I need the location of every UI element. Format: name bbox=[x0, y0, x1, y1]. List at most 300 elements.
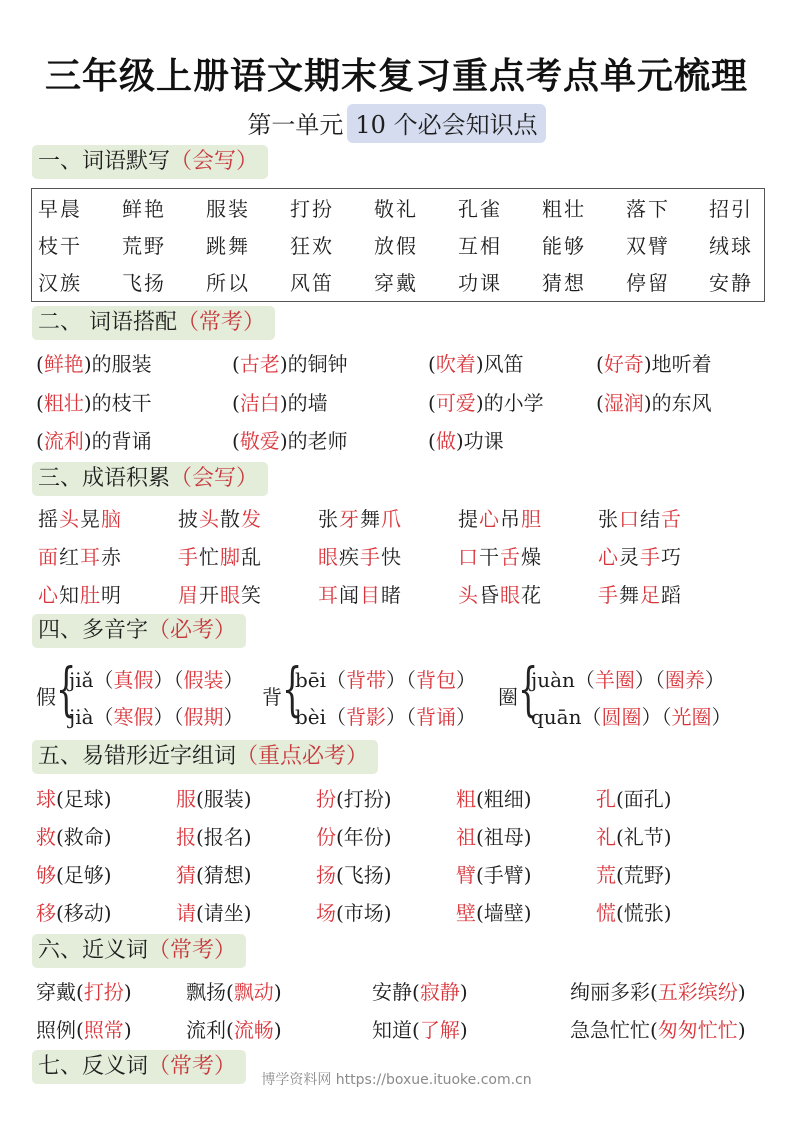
collocation-rest: 的服装 bbox=[91, 352, 152, 376]
polyphone-word: 假期 bbox=[183, 705, 224, 729]
collocation-rest: 的背诵 bbox=[91, 429, 152, 453]
polyphone-char: 假 bbox=[36, 685, 56, 709]
example-word: (移动) bbox=[56, 901, 112, 925]
idiom-char: 头 bbox=[458, 583, 479, 607]
target-char: 移 bbox=[36, 901, 56, 925]
idiom bbox=[318, 506, 402, 532]
paren-close: ) bbox=[279, 352, 288, 376]
idiom-char: 昏 bbox=[479, 583, 500, 607]
synonym-pair bbox=[36, 1017, 132, 1043]
paren-open: （ bbox=[326, 705, 347, 729]
collocation-fill: 可爱 bbox=[435, 391, 476, 415]
dictation-word: 狂欢 bbox=[290, 234, 334, 258]
example-word: (粗细) bbox=[476, 787, 532, 811]
word: 照例 bbox=[36, 1018, 76, 1042]
idiom-char: 舌 bbox=[500, 545, 521, 569]
paren-open: ( bbox=[36, 391, 44, 415]
idiom bbox=[458, 506, 542, 532]
example-word: (年份) bbox=[336, 825, 392, 849]
target-char: 荒 bbox=[596, 863, 616, 887]
collocation-item bbox=[428, 351, 524, 377]
target-char: 场 bbox=[316, 901, 336, 925]
collocation-item bbox=[596, 390, 712, 416]
target-char: 祖 bbox=[456, 825, 476, 849]
dictation-word: 穿戴 bbox=[374, 271, 418, 295]
dictation-word: 枝干 bbox=[38, 234, 82, 258]
idiom-char: 面 bbox=[38, 545, 59, 569]
dictation-word-box bbox=[31, 188, 765, 302]
synonym-pair bbox=[186, 979, 282, 1005]
paren-open: ( bbox=[428, 352, 436, 376]
section-label: 二、 词语搭配 bbox=[38, 310, 177, 335]
idiom-char: 心 bbox=[38, 583, 59, 607]
target-char: 救 bbox=[36, 825, 56, 849]
target-char: 报 bbox=[176, 825, 196, 849]
pinyin: jià bbox=[69, 705, 94, 729]
similar-char-item bbox=[36, 824, 112, 850]
polyphone-word: 羊圈 bbox=[594, 668, 635, 692]
collocation-fill: 做 bbox=[435, 429, 456, 453]
similar-char-item bbox=[316, 862, 392, 888]
polyphone-word: 真假 bbox=[113, 668, 154, 692]
idiom-char: 明 bbox=[101, 583, 122, 607]
paren-close: ） bbox=[153, 668, 174, 692]
collocation-rest: 的东风 bbox=[651, 391, 712, 415]
idiom-char: 眼 bbox=[220, 583, 241, 607]
idiom bbox=[458, 544, 542, 570]
example-word: (服装) bbox=[196, 787, 252, 811]
idiom bbox=[38, 544, 122, 570]
idiom-char: 耳 bbox=[80, 545, 101, 569]
idiom-char: 闻 bbox=[339, 583, 360, 607]
paren-close: ) bbox=[83, 429, 92, 453]
idiom bbox=[38, 506, 122, 532]
knowledge-badge: 10 个必会知识点 bbox=[347, 104, 545, 143]
collocation-fill: 粗壮 bbox=[43, 391, 84, 415]
polyphone-word: 圈养 bbox=[664, 668, 705, 692]
brace-icon: { bbox=[56, 655, 77, 723]
dictation-word: 所以 bbox=[206, 271, 250, 295]
synonym-pair bbox=[186, 1017, 282, 1043]
dictation-word: 敬礼 bbox=[374, 197, 418, 221]
section-label: 六、近义词 bbox=[38, 938, 149, 963]
dictation-word: 猜想 bbox=[542, 271, 586, 295]
paren-open: （ bbox=[93, 668, 114, 692]
paren-close: ） bbox=[456, 705, 477, 729]
watermark: 博学资料网 https://boxue.ituoke.com.cn bbox=[261, 1072, 532, 1088]
section-tag: （会写） bbox=[170, 149, 259, 174]
synonym: 五彩缤纷 bbox=[657, 980, 738, 1004]
collocation-fill: 古老 bbox=[239, 352, 280, 376]
paren-close: ) bbox=[643, 352, 652, 376]
paren-open: （ bbox=[406, 705, 417, 729]
example-word: (礼节) bbox=[616, 825, 672, 849]
idiom-char: 干 bbox=[479, 545, 500, 569]
collocation-fill: 鲜艳 bbox=[43, 352, 84, 376]
paren-open: ( bbox=[650, 980, 658, 1004]
similar-char-item bbox=[36, 862, 112, 888]
collocation-item bbox=[428, 390, 544, 416]
word: 流利 bbox=[186, 1018, 226, 1042]
unit-label: 第一单元 bbox=[247, 111, 344, 139]
target-char: 孔 bbox=[596, 787, 616, 811]
idiom-char: 手 bbox=[360, 545, 381, 569]
section-header-idioms bbox=[32, 462, 268, 496]
collocation-rest: 地听着 bbox=[651, 352, 712, 376]
collocation-fill: 吹着 bbox=[435, 352, 476, 376]
dictation-word: 安静 bbox=[709, 271, 753, 295]
paren-close: ) bbox=[643, 391, 652, 415]
idiom bbox=[178, 582, 262, 608]
section-header-polyphones bbox=[32, 614, 246, 648]
idiom-char: 脚 bbox=[220, 545, 241, 569]
polyphone-reading bbox=[531, 664, 725, 693]
word-row bbox=[32, 264, 764, 302]
target-char: 礼 bbox=[596, 825, 616, 849]
idiom-char: 巧 bbox=[661, 545, 682, 569]
page-title: 三年级上册语文期末复习重点考点单元梳理 bbox=[44, 55, 748, 97]
polyphone-reading bbox=[69, 664, 244, 693]
idiom-char: 舞 bbox=[360, 507, 381, 531]
dictation-word: 早晨 bbox=[38, 197, 82, 221]
collocation-fill: 湿润 bbox=[603, 391, 644, 415]
idiom-char: 足 bbox=[640, 583, 661, 607]
idiom bbox=[318, 582, 402, 608]
dictation-word: 服装 bbox=[206, 197, 250, 221]
idiom bbox=[38, 582, 122, 608]
paren-open: ( bbox=[232, 429, 240, 453]
section-header-dictation bbox=[32, 145, 268, 179]
dictation-word: 落下 bbox=[626, 197, 670, 221]
example-word: (打扮) bbox=[336, 787, 392, 811]
idiom-char: 发 bbox=[241, 507, 262, 531]
paren-open: ( bbox=[428, 429, 436, 453]
idiom bbox=[598, 544, 682, 570]
idiom-char: 快 bbox=[381, 545, 402, 569]
idiom-char: 手 bbox=[598, 583, 619, 607]
example-word: (荒野) bbox=[616, 863, 672, 887]
idiom-char: 眼 bbox=[500, 583, 521, 607]
synonym-pair bbox=[36, 979, 132, 1005]
paren-close: ) bbox=[83, 352, 92, 376]
pinyin: quān bbox=[531, 705, 582, 729]
similar-char-item bbox=[456, 862, 532, 888]
paren-close: ) bbox=[455, 429, 464, 453]
word: 穿戴 bbox=[36, 980, 76, 1004]
example-word: (慌张) bbox=[616, 901, 672, 925]
idiom-char: 提 bbox=[458, 507, 479, 531]
idiom-char: 眼 bbox=[318, 545, 339, 569]
collocation-fill: 好奇 bbox=[603, 352, 644, 376]
paren-open: ( bbox=[76, 980, 84, 1004]
idiom bbox=[318, 544, 402, 570]
target-char: 扮 bbox=[316, 787, 336, 811]
paren-close: ) bbox=[737, 1018, 746, 1042]
idiom-char: 心 bbox=[479, 507, 500, 531]
word: 急急忙忙 bbox=[570, 1018, 650, 1042]
paren-close: ) bbox=[273, 980, 282, 1004]
paren-close: ) bbox=[123, 980, 132, 1004]
paren-close: ） bbox=[634, 668, 655, 692]
dictation-word: 鲜艳 bbox=[122, 197, 166, 221]
idiom-char: 结 bbox=[640, 507, 661, 531]
paren-close: ) bbox=[459, 1018, 468, 1042]
example-word: (市场) bbox=[336, 901, 392, 925]
similar-char-item bbox=[596, 786, 672, 812]
idiom-char: 赤 bbox=[101, 545, 122, 569]
paren-open: ( bbox=[226, 980, 234, 1004]
paren-close: ） bbox=[704, 668, 725, 692]
dictation-word: 能够 bbox=[542, 234, 586, 258]
synonym: 照常 bbox=[83, 1018, 124, 1042]
collocation-rest: 风笛 bbox=[483, 352, 524, 376]
example-word: (救命) bbox=[56, 825, 112, 849]
example-word: (猜想) bbox=[196, 863, 252, 887]
idiom bbox=[598, 506, 682, 532]
collocation-item bbox=[232, 351, 348, 377]
similar-char-item bbox=[456, 786, 532, 812]
paren-close: ) bbox=[83, 391, 92, 415]
collocation-rest: 的老师 bbox=[287, 429, 348, 453]
idiom-char: 知 bbox=[59, 583, 80, 607]
dictation-word: 互相 bbox=[458, 234, 502, 258]
idiom-char: 肚 bbox=[80, 583, 101, 607]
section-tag: （常考） bbox=[177, 310, 266, 335]
target-char: 球 bbox=[36, 787, 56, 811]
section-label: 三、成语积累 bbox=[38, 466, 171, 491]
target-char: 扬 bbox=[316, 863, 336, 887]
similar-char-item bbox=[456, 900, 532, 926]
section-tag: （重点必考） bbox=[236, 744, 369, 769]
section-label: 一、词语默写 bbox=[38, 149, 171, 174]
idiom-char: 眉 bbox=[178, 583, 199, 607]
paren-open: （ bbox=[574, 668, 595, 692]
idiom-char: 手 bbox=[640, 545, 661, 569]
idiom bbox=[178, 544, 262, 570]
paren-open: ( bbox=[596, 391, 604, 415]
example-word: (祖母) bbox=[476, 825, 532, 849]
synonym: 打扮 bbox=[83, 980, 124, 1004]
synonym: 流畅 bbox=[233, 1018, 274, 1042]
paren-open: （ bbox=[173, 705, 184, 729]
idiom-char: 疾 bbox=[339, 545, 360, 569]
paren-open: ( bbox=[226, 1018, 234, 1042]
idiom-char: 红 bbox=[59, 545, 80, 569]
word-row bbox=[32, 227, 764, 265]
paren-open: ( bbox=[412, 1018, 420, 1042]
paren-open: ( bbox=[428, 391, 436, 415]
example-word: (请坐) bbox=[196, 901, 252, 925]
idiom-char: 摇 bbox=[38, 507, 59, 531]
idiom-char: 口 bbox=[619, 507, 640, 531]
collocation-item bbox=[36, 428, 152, 454]
similar-char-item bbox=[316, 900, 392, 926]
synonym-pair bbox=[372, 979, 468, 1005]
paren-close: ) bbox=[123, 1018, 132, 1042]
pinyin: bēi bbox=[295, 668, 327, 692]
target-char: 份 bbox=[316, 825, 336, 849]
example-word: (墙壁) bbox=[476, 901, 532, 925]
idiom-char: 开 bbox=[199, 583, 220, 607]
polyphone-word: 圆圈 bbox=[601, 705, 642, 729]
collocation-item bbox=[428, 428, 504, 454]
polyphone-word: 光圈 bbox=[671, 705, 712, 729]
similar-char-item bbox=[316, 824, 392, 850]
dictation-word: 打扮 bbox=[290, 197, 334, 221]
paren-close: ） bbox=[386, 705, 407, 729]
synonym-pair bbox=[570, 979, 746, 1005]
paren-open: ( bbox=[76, 1018, 84, 1042]
polyphone-reading bbox=[295, 664, 476, 693]
paren-open: ( bbox=[232, 391, 240, 415]
paren-close: ) bbox=[273, 1018, 282, 1042]
collocation-fill: 敬爱 bbox=[239, 429, 280, 453]
paren-open: ( bbox=[412, 980, 420, 1004]
idiom-char: 胆 bbox=[521, 507, 542, 531]
paren-open: ( bbox=[650, 1018, 658, 1042]
similar-char-item bbox=[176, 786, 252, 812]
paren-close: ） bbox=[711, 705, 732, 729]
synonym-pair bbox=[372, 1017, 468, 1043]
idiom-char: 乱 bbox=[241, 545, 262, 569]
idiom-char: 睹 bbox=[381, 583, 402, 607]
idiom-char: 忙 bbox=[199, 545, 220, 569]
dictation-word: 招引 bbox=[709, 197, 753, 221]
synonym: 匆匆忙忙 bbox=[657, 1018, 738, 1042]
synonym-pair bbox=[570, 1017, 746, 1043]
polyphone-word: 背诵 bbox=[416, 705, 457, 729]
idiom-char: 舌 bbox=[661, 507, 682, 531]
dictation-word: 双臂 bbox=[626, 234, 670, 258]
example-word: (足球) bbox=[56, 787, 112, 811]
example-word: (面孔) bbox=[616, 787, 672, 811]
collocation-rest: 的枝干 bbox=[91, 391, 152, 415]
idiom bbox=[598, 582, 682, 608]
polyphone-word: 背带 bbox=[346, 668, 387, 692]
paren-open: （ bbox=[173, 668, 184, 692]
dictation-word: 汉族 bbox=[38, 271, 82, 295]
idiom-char: 蹈 bbox=[661, 583, 682, 607]
paren-open: ( bbox=[36, 352, 44, 376]
paren-close: ) bbox=[737, 980, 746, 1004]
idiom-char: 晃 bbox=[80, 507, 101, 531]
similar-char-item bbox=[36, 786, 112, 812]
collocation-rest: 的小学 bbox=[483, 391, 544, 415]
idiom-char: 舞 bbox=[619, 583, 640, 607]
section-label: 五、易错形近字组词 bbox=[38, 744, 237, 769]
brace-icon: { bbox=[282, 655, 303, 723]
idiom-char: 披 bbox=[178, 507, 199, 531]
target-char: 壁 bbox=[456, 901, 476, 925]
collocation-item bbox=[232, 428, 348, 454]
paren-close: ） bbox=[223, 705, 244, 729]
idiom-char: 目 bbox=[360, 583, 381, 607]
paren-open: ( bbox=[596, 352, 604, 376]
example-word: (足够) bbox=[56, 863, 112, 887]
dictation-word: 飞扬 bbox=[122, 271, 166, 295]
example-word: (报名) bbox=[196, 825, 252, 849]
idiom-char: 脑 bbox=[101, 507, 122, 531]
paren-close: ) bbox=[279, 429, 288, 453]
section-header-collocation bbox=[32, 306, 275, 340]
section-header-synonyms bbox=[32, 934, 246, 968]
paren-open: （ bbox=[654, 668, 665, 692]
paren-close: ） bbox=[456, 668, 477, 692]
paren-open: （ bbox=[93, 705, 114, 729]
idiom-char: 头 bbox=[59, 507, 80, 531]
paren-close: ) bbox=[475, 391, 484, 415]
idiom-char: 手 bbox=[178, 545, 199, 569]
paren-close: ) bbox=[475, 352, 484, 376]
idiom-char: 头 bbox=[199, 507, 220, 531]
idiom-char: 灵 bbox=[619, 545, 640, 569]
section-header-similar-chars bbox=[32, 740, 378, 774]
synonym: 了解 bbox=[419, 1018, 460, 1042]
similar-char-item bbox=[596, 900, 672, 926]
collocation-fill: 流利 bbox=[43, 429, 84, 453]
section-tag: （必考） bbox=[148, 618, 237, 643]
similar-char-item bbox=[176, 824, 252, 850]
idiom-char: 口 bbox=[458, 545, 479, 569]
idiom-char: 散 bbox=[220, 507, 241, 531]
pinyin: bèi bbox=[295, 705, 327, 729]
dictation-word: 停留 bbox=[626, 271, 670, 295]
target-char: 猜 bbox=[176, 863, 196, 887]
idiom bbox=[458, 582, 542, 608]
polyphone-char: 圈 bbox=[498, 685, 518, 709]
polyphone-reading bbox=[531, 701, 732, 730]
paren-open: ( bbox=[36, 429, 44, 453]
synonym: 寂静 bbox=[419, 980, 460, 1004]
paren-open: （ bbox=[661, 705, 672, 729]
section-label: 四、多音字 bbox=[38, 618, 149, 643]
idiom-char: 爪 bbox=[381, 507, 402, 531]
section-tag: （常考） bbox=[148, 938, 237, 963]
paren-close: ) bbox=[459, 980, 468, 1004]
idiom-char: 笑 bbox=[241, 583, 262, 607]
idiom-char: 张 bbox=[598, 507, 619, 531]
target-char: 慌 bbox=[596, 901, 616, 925]
collocation-rest: 功课 bbox=[463, 429, 504, 453]
idiom-char: 牙 bbox=[339, 507, 360, 531]
polyphone-char: 背 bbox=[262, 685, 282, 709]
pinyin: jiǎ bbox=[69, 668, 94, 692]
word: 知道 bbox=[372, 1018, 412, 1042]
idiom-char: 张 bbox=[318, 507, 339, 531]
word: 绚丽多彩 bbox=[570, 980, 650, 1004]
collocation-item bbox=[232, 390, 328, 416]
similar-char-item bbox=[596, 862, 672, 888]
dictation-word: 荒野 bbox=[122, 234, 166, 258]
word: 飘扬 bbox=[186, 980, 226, 1004]
dictation-word: 粗壮 bbox=[542, 197, 586, 221]
polyphone-word: 假装 bbox=[183, 668, 224, 692]
dictation-word: 功课 bbox=[458, 271, 502, 295]
similar-char-item bbox=[316, 786, 392, 812]
idiom-char: 吊 bbox=[500, 507, 521, 531]
dictation-word: 绒球 bbox=[709, 234, 753, 258]
paren-close: ） bbox=[153, 705, 174, 729]
collocation-fill: 洁白 bbox=[239, 391, 280, 415]
unit-subtitle bbox=[0, 104, 793, 143]
idiom-char: 花 bbox=[521, 583, 542, 607]
similar-char-item bbox=[36, 900, 112, 926]
target-char: 服 bbox=[176, 787, 196, 811]
collocation-rest: 的墙 bbox=[287, 391, 328, 415]
dictation-word: 孔雀 bbox=[458, 197, 502, 221]
collocation-item bbox=[36, 390, 152, 416]
paren-open: （ bbox=[326, 668, 347, 692]
